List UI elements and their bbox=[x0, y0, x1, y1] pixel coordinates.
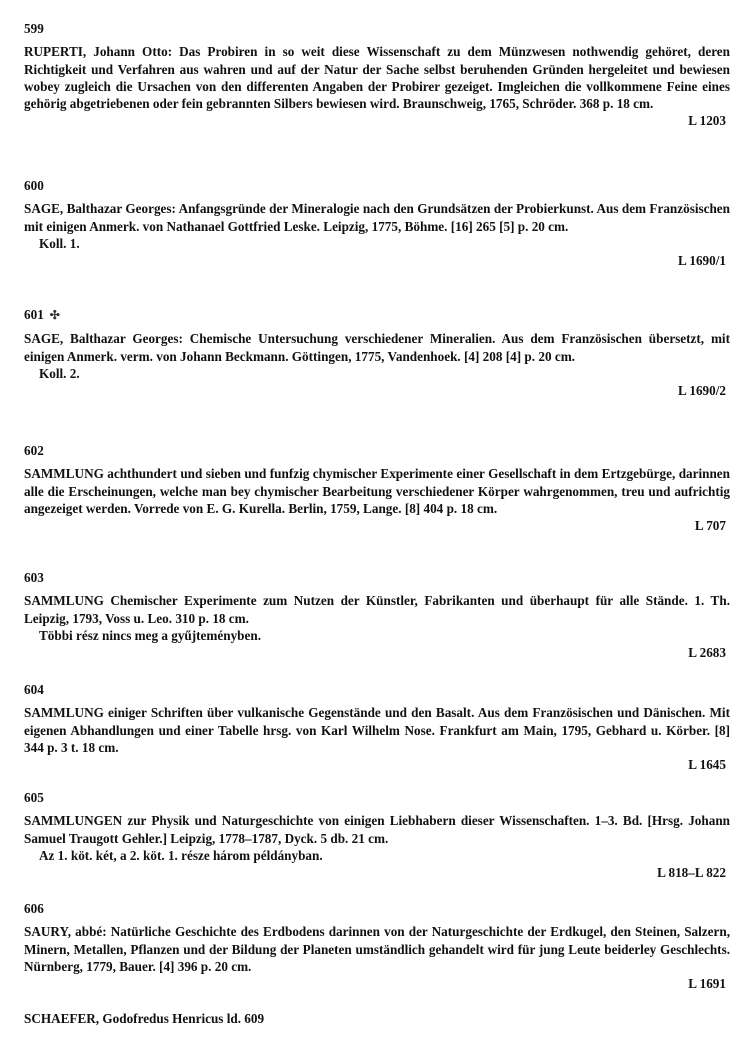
entry-description: SAGE, Balthazar Georges: Anfangsgründe der Mineralogie nach den Grundsätzen der Probierkunst. Aus dem Französischen mit einigen Anmerk. von Nathanael Gottfried Leske. Leipzig, 1775, Böhme. [16] 265 [5] p. 20 cm. bbox=[24, 201, 730, 234]
ornament-mark-icon: ✣ bbox=[49, 308, 60, 322]
catalog-entry-604 bbox=[24, 681, 730, 773]
entry-number: 604 bbox=[24, 682, 44, 697]
shelfmark: L 1690/2 bbox=[678, 383, 726, 399]
entry-number: 601 bbox=[24, 307, 44, 322]
entry-note: Koll. 2. bbox=[39, 365, 80, 381]
shelfmark: L 1203 bbox=[688, 113, 726, 129]
entry-description: SAMMLUNGEN zur Physik und Naturgeschichte von einigen Liebhabern dieser Wissenschaften. 1–3. Bd. [Hrsg. Johann Samuel Traugott Gehler.] Leipzig, 1778–1787, Dyck. 5 db. 21 cm. bbox=[24, 813, 730, 846]
entry-number: 600 bbox=[24, 178, 44, 193]
entry-number: 606 bbox=[24, 901, 44, 916]
entry-number: 605 bbox=[24, 790, 44, 805]
entry-number-line bbox=[24, 306, 730, 324]
shelfmark: L 2683 bbox=[688, 645, 726, 661]
entry-number: 602 bbox=[24, 443, 44, 458]
catalog-entry-602 bbox=[24, 442, 730, 534]
shelfmark: L 1645 bbox=[688, 757, 726, 773]
entry-description: SAURY, abbé: Natürliche Geschichte des Erdbodens darinnen von der Naturgeschichte der Erdkugel, den Steinen, Salzern, Minern, Metallen, Pflanzen und der Bildung der Planeten umständlich gehandelt wird für jung Leute beiderley Geschlechts. Nürnberg, 1779, Bauer. [4] 396 p. 20 cm. bbox=[24, 924, 730, 974]
shelfmark: L 1690/1 bbox=[678, 253, 726, 269]
entry-number: 603 bbox=[24, 570, 44, 585]
catalog-entry-605 bbox=[24, 789, 730, 881]
cross-reference: SCHAEFER, Godofredus Henricus ld. 609 bbox=[24, 1011, 265, 1026]
catalog-entry-600 bbox=[24, 177, 730, 269]
entry-description: SAMMLUNG einiger Schriften über vulkanische Gegenstände und den Basalt. Aus dem Französischen und Dänischen. Mit eigenen Abhandlungen und einer Tabelle hrsg. von Karl Wilhelm Nose. Frankfurt am Main, 1795, Gebhard u. Körber. [8] 344 p. 3 t. 18 cm. bbox=[24, 705, 730, 755]
shelfmark: L 818–L 822 bbox=[657, 865, 726, 881]
entry-description: SAMMLUNG achthundert und sieben und funfzig chymischer Experimente einer Gesellschaft in dem Ertzgebürge, darinnen alle die Erscheinungen, welche man bey chymischer Bearbeitung verschiedener Körper wahrgenommen, treu und aufrichtig angezeiget werden. Vorrede von E. G. Kurella. Berlin, 1759, Lange. [8] 404 p. 18 cm. bbox=[24, 466, 730, 516]
entry-description: RUPERTI, Johann Otto: Das Probiren in so weit diese Wissenschaft zu dem Münzwesen nothwendig gehöret, deren Richtigkeit und Verfahren aus wahren und auf der Natur der Sache selbst beruhenden Gründen hergeleitet und bewiesen wobey zugleich die Ursachen von den differenten Angaben der Probirer gezeiget. Imgleichen die vollkommene Feine eines gehörig abgetriebenen oder fein gebrannten Silbers bewiesen wird. Braunschweig, 1765, Schröder. 368 p. 18 cm. bbox=[24, 44, 730, 112]
catalog-entry-606 bbox=[24, 900, 730, 992]
catalog-entry-599 bbox=[24, 20, 730, 130]
entry-description: SAMMLUNG Chemischer Experimente zum Nutzen der Künstler, Fabrikanten und überhaupt für alle Stände. 1. Th. Leipzig, 1793, Voss u. Leo. 310 p. 18 cm. bbox=[24, 593, 730, 626]
catalog-entry-603 bbox=[24, 569, 730, 661]
entry-note: Az 1. köt. két, a 2. köt. 1. része három példányban. bbox=[39, 847, 323, 863]
entry-number: 599 bbox=[24, 21, 44, 36]
catalog-entry-601 bbox=[24, 306, 730, 399]
entry-note: Többi rész nincs meg a gyűjteményben. bbox=[39, 627, 261, 643]
entry-description: SAGE, Balthazar Georges: Chemische Untersuchung verschiedener Mineralien. Aus dem Französischen übersetzt, mit einigen Anmerk. verm. von Johann Beckmann. Göttingen, 1775, Vandenhoek. [4] 208 [4] p. 20 cm. bbox=[24, 331, 730, 364]
entry-note: Koll. 1. bbox=[39, 235, 80, 251]
shelfmark: L 707 bbox=[694, 518, 726, 534]
shelfmark: L 1691 bbox=[688, 976, 726, 992]
